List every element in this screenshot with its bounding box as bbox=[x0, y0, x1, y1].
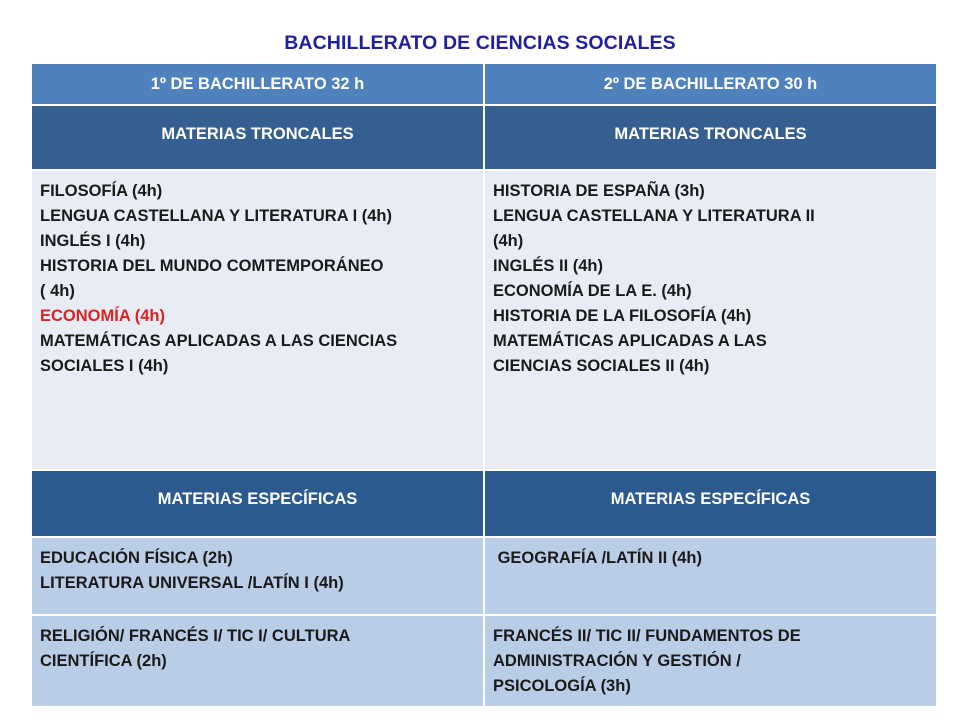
subject-line: (4h) bbox=[493, 232, 524, 250]
subject-line: HISTORIA DE LA FILOSOFÍA (4h) bbox=[493, 307, 752, 325]
section-row-troncales bbox=[31, 105, 937, 170]
subject-line: FILOSOFÍA (4h) bbox=[40, 182, 163, 200]
header-year-2: 2º DE BACHILLERATO 30 h bbox=[484, 63, 937, 105]
schedule-table bbox=[30, 62, 938, 708]
section-troncales-year-2: MATERIAS TRONCALES bbox=[484, 105, 937, 170]
troncales-subjects-year-1 bbox=[31, 170, 484, 470]
subject-line: ECONOMÍA DE LA E. (4h) bbox=[493, 282, 692, 300]
subject-line: MATEMÁTICAS APLICADAS A LAS CIENCIAS bbox=[40, 332, 398, 350]
especificas-b-year-1 bbox=[31, 615, 484, 707]
subject-line: ADMINISTRACIÓN Y GESTIÓN / bbox=[493, 652, 741, 670]
header-year-1: 1º DE BACHILLERATO 32 h bbox=[31, 63, 484, 105]
especificas-row-b bbox=[31, 615, 937, 707]
subject-line: INGLÉS I (4h) bbox=[40, 232, 146, 250]
subject-line: LITERATURA UNIVERSAL /LATÍN I (4h) bbox=[40, 574, 344, 592]
section-especificas-year-2: MATERIAS ESPECÍFICAS bbox=[484, 470, 937, 537]
subject-line: PSICOLOGÍA (3h) bbox=[493, 677, 631, 695]
especificas-b-year-2 bbox=[484, 615, 937, 707]
subject-line: CIENTÍFICA (2h) bbox=[40, 652, 167, 670]
subject-line: FRANCÉS II/ TIC II/ FUNDAMENTOS DE bbox=[493, 627, 801, 645]
subject-line: MATEMÁTICAS APLICADAS A LAS bbox=[493, 332, 767, 350]
page-title: BACHILLERATO DE CIENCIAS SOCIALES bbox=[284, 32, 676, 54]
subject-line: LENGUA CASTELLANA Y LITERATURA II bbox=[493, 207, 815, 225]
especificas-a-year-1 bbox=[31, 537, 484, 615]
subject-line: ( 4h) bbox=[40, 282, 75, 300]
section-especificas-year-1: MATERIAS ESPECÍFICAS bbox=[31, 470, 484, 537]
table-header-row bbox=[31, 63, 937, 105]
troncales-subjects-year-2 bbox=[484, 170, 937, 470]
section-troncales-year-1: MATERIAS TRONCALES bbox=[31, 105, 484, 170]
subject-line: INGLÉS II (4h) bbox=[493, 257, 604, 275]
section-row-especificas bbox=[31, 470, 937, 537]
subject-line: HISTORIA DE ESPAÑA (3h) bbox=[493, 182, 705, 200]
subject-line-highlighted: ECONOMÍA (4h) bbox=[40, 307, 165, 325]
subject-line: RELIGIÓN/ FRANCÉS I/ TIC I/ CULTURA bbox=[40, 627, 351, 645]
troncales-subjects-row bbox=[31, 170, 937, 470]
subject-line: CIENCIAS SOCIALES II (4h) bbox=[493, 357, 710, 375]
subject-line: HISTORIA DEL MUNDO COMTEMPORÁNEO bbox=[40, 257, 384, 275]
subject-line: SOCIALES I (4h) bbox=[40, 357, 169, 375]
subject-line: LENGUA CASTELLANA Y LITERATURA I (4h) bbox=[40, 207, 392, 225]
subject-line: GEOGRAFÍA /LATÍN II (4h) bbox=[493, 549, 702, 567]
especificas-row-a bbox=[31, 537, 937, 615]
subject-line: EDUCACIÓN FÍSICA (2h) bbox=[40, 549, 233, 567]
especificas-a-year-2 bbox=[484, 537, 937, 615]
